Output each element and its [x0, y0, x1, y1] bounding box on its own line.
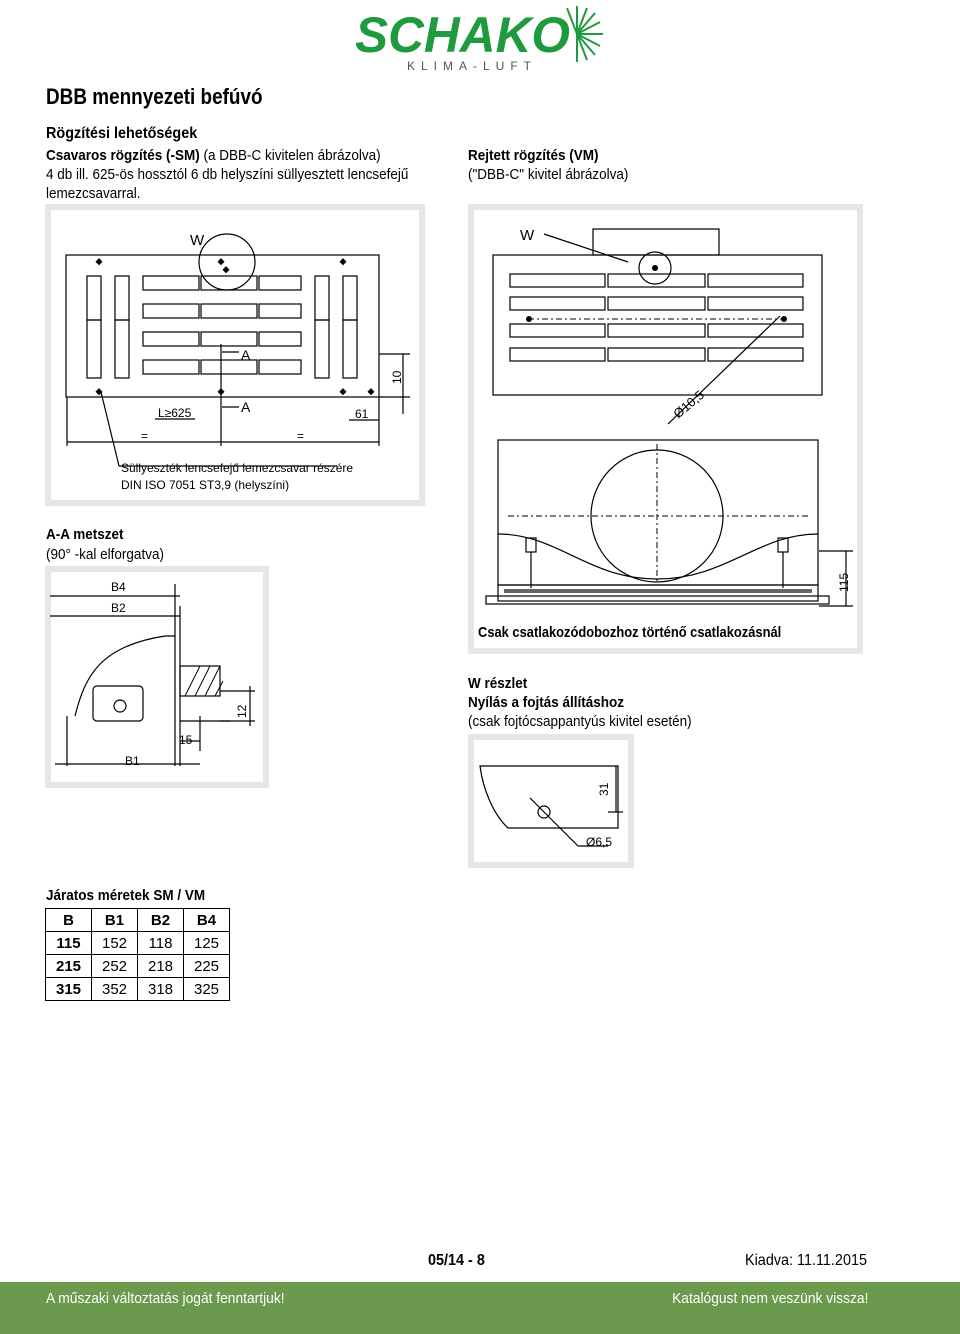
screw-note-line2: DIN ISO 7051 ST3,9 (helyszíni) — [121, 478, 290, 492]
label-115: 115 — [837, 572, 851, 592]
fixing-heading: Rögzítési lehetőségek — [46, 125, 198, 142]
detail-w-drawing — [468, 734, 634, 868]
label-b1: B1 — [125, 754, 140, 768]
label-31: 31 — [597, 782, 611, 796]
cell-b2: 318 — [138, 978, 184, 1001]
header-b2: B2 — [138, 909, 184, 932]
section-drawing — [45, 566, 269, 788]
cell-b4: 225 — [184, 955, 230, 978]
cell-b1: 152 — [92, 932, 138, 955]
screw-note-line1: Süllyeszték lencsefejű lemezcsavar részére — [121, 461, 354, 475]
label-w: W — [190, 232, 205, 249]
label-diameter-6-5: Ø6,5 — [586, 835, 613, 849]
issued-date: Kiadva: 11.11.2015 — [745, 1252, 867, 1269]
section-subheading: (90° -kal elforgatva) — [46, 546, 164, 563]
cell-b4: 125 — [184, 932, 230, 955]
screw-fixing-drawing — [45, 204, 425, 506]
table-header-row — [46, 909, 230, 932]
table-row — [46, 955, 230, 978]
label-10: 10 — [390, 370, 404, 384]
schako-logo — [355, 2, 610, 72]
logo-tagline: KLIMA-LUFT — [407, 59, 538, 72]
label-equal-right: = — [297, 429, 305, 443]
detail-w-line2: Nyílás a fojtás állításhoz — [468, 694, 625, 711]
cell-b1: 352 — [92, 978, 138, 1001]
cell-b2: 218 — [138, 955, 184, 978]
label-w-right: W — [520, 227, 535, 244]
screw-fixing-line2: 4 db ill. 625-ös hossztól 6 db helyszíni süllyesztett lencsefejű — [46, 166, 409, 183]
screw-fixing-title: Csavaros rögzítés (-SM) — [46, 147, 200, 164]
footer-left-text: A műszaki változtatás jogát fenntartjuk! — [46, 1290, 285, 1307]
label-length: L≥625 — [158, 406, 192, 420]
label-b4: B4 — [111, 580, 126, 594]
header-b: B — [46, 909, 92, 932]
cell-b: 215 — [46, 955, 92, 978]
page-title: DBB mennyezeti befúvó — [46, 84, 263, 109]
screw-fixing-line3: lemezcsavarral. — [46, 185, 141, 202]
label-b2: B2 — [111, 601, 126, 615]
hidden-fixing-drawing — [468, 204, 863, 654]
footer-bar — [0, 1282, 960, 1334]
label-61: 61 — [355, 407, 369, 421]
table-row — [46, 932, 230, 955]
cell-b1: 252 — [92, 955, 138, 978]
cell-b4: 325 — [184, 978, 230, 1001]
label-a-top: A — [241, 347, 251, 363]
hidden-fixing-line2: ("DBB-C" kivitel ábrázolva) — [468, 166, 629, 183]
cell-b2: 118 — [138, 932, 184, 955]
sizes-table — [45, 908, 230, 1001]
label-15: 15 — [179, 733, 193, 747]
page-number: 05/14 - 8 — [428, 1252, 485, 1269]
detail-w-heading: W részlet — [468, 675, 528, 692]
detail-w-line3: (csak fojtócsappantyús kivitel esetén) — [468, 713, 692, 730]
section-heading: A-A metszet — [46, 526, 124, 543]
label-equal-left: = — [141, 429, 149, 443]
cell-b: 315 — [46, 978, 92, 1001]
hidden-fixing-title: Rejtett rögzítés (VM) — [468, 147, 599, 164]
sizes-heading: Járatos méretek SM / VM — [46, 887, 206, 904]
screw-fixing-title-rest: (a DBB-C kivitelen ábrázolva) — [199, 147, 381, 164]
screw-fixing-line1 — [46, 146, 381, 165]
table-row — [46, 978, 230, 1001]
label-diameter-10-5: Ø10,5 — [670, 387, 708, 422]
header-b4: B4 — [184, 909, 230, 932]
footer-right-text: Katalógust nem veszünk vissza! — [671, 1290, 868, 1307]
hidden-fixing-caption: Csak csatlakozódobozhoz történő csatlakozásnál — [478, 624, 782, 641]
cell-b: 115 — [46, 932, 92, 955]
label-a-bottom: A — [241, 399, 251, 415]
logo-sunburst-icon — [567, 6, 603, 62]
label-12: 12 — [235, 704, 249, 718]
logo-wordmark: SCHAKO — [355, 7, 571, 63]
header-b1: B1 — [92, 909, 138, 932]
